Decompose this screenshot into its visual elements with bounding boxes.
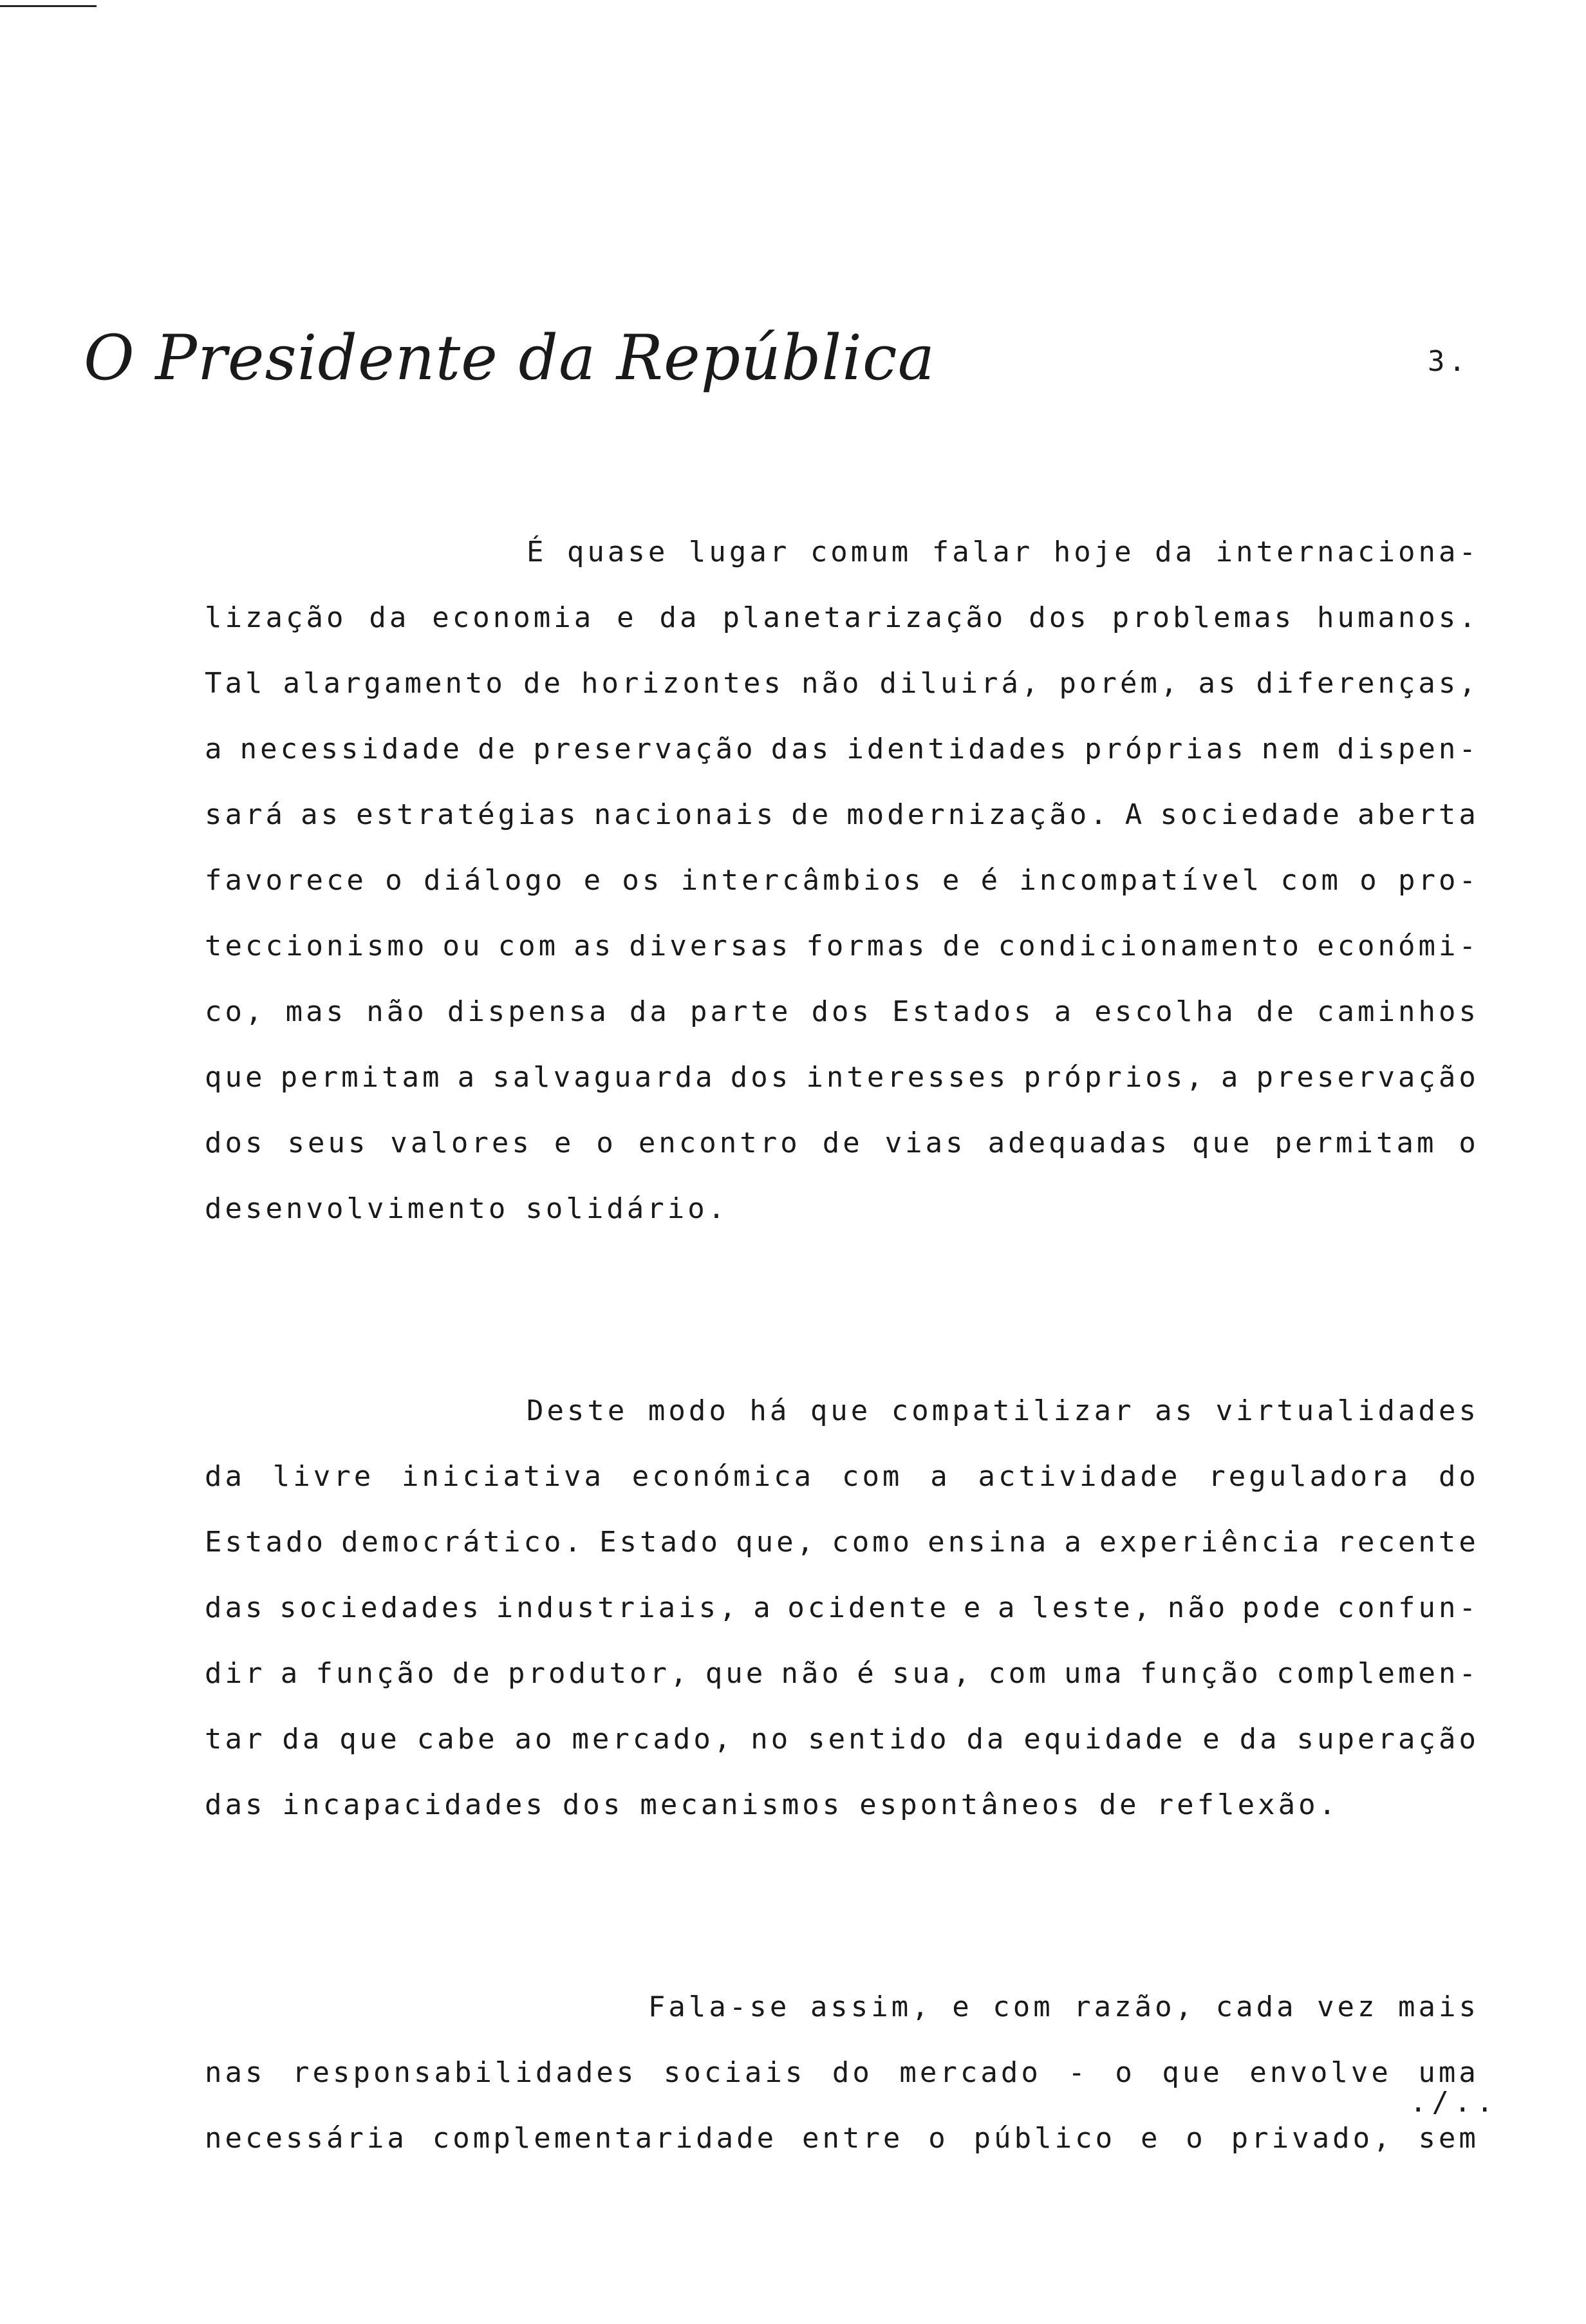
- text-line: sará as estratégias nacionais de modernização. A sociedade aberta: [205, 798, 1479, 831]
- text-line: Tal alargamento de horizontes não diluirá, porém, as diferenças,: [205, 667, 1479, 700]
- text-line: nas responsabilidades sociais do mercado - o que envolve uma: [205, 2056, 1479, 2089]
- continuation-mark: ./..: [1410, 2086, 1498, 2119]
- text-line: das incapacidades dos mecanismos espontâneos de reflexão.: [205, 1788, 1339, 1821]
- text-line: a necessidade de preservação das identidades próprias nem dispen-: [205, 733, 1479, 765]
- page-number: 3.: [1428, 345, 1469, 378]
- text-line: Deste modo há que compatilizar as virtualidades: [526, 1394, 1479, 1427]
- text-line: lização da economia e da planetarização dos problemas humanos.: [205, 601, 1479, 634]
- paragraph-2: [205, 1394, 1479, 1854]
- text-line: teccionismo ou com as diversas formas de condicionamento económi-: [205, 930, 1479, 962]
- paragraph-1: [205, 536, 1479, 1258]
- letterhead-signature: O Presidente da República: [84, 322, 935, 394]
- text-line: que permitam a salvaguarda dos interesses próprios, a preservação: [205, 1061, 1479, 1094]
- text-line: Fala-se assim, e com razão, cada vez mais: [648, 1991, 1479, 2023]
- body-text: [205, 536, 1479, 2324]
- text-line: desenvolvimento solidário.: [205, 1192, 729, 1225]
- text-line: tar da que cabe ao mercado, no sentido da equidade e da superação: [205, 1723, 1479, 1756]
- text-line: dos seus valores e o encontro de vias adequadas que permitam o: [205, 1127, 1479, 1159]
- text-line: da livre iniciativa económica com a actividade reguladora do: [205, 1460, 1479, 1493]
- text-line: favorece o diálogo e os intercâmbios e é incompatível com o pro-: [205, 864, 1479, 897]
- text-line: co, mas não dispensa da parte dos Estados a escolha de caminhos: [205, 995, 1479, 1028]
- text-line: das sociedades industriais, a ocidente e a leste, não pode confun-: [205, 1591, 1479, 1624]
- top-rule: [0, 5, 97, 7]
- paragraph-3: [205, 1991, 1479, 2188]
- text-line: É quase lugar comum falar hoje da internaciona-: [526, 536, 1479, 568]
- text-line: dir a função de produtor, que não é sua, com uma função complemen-: [205, 1657, 1479, 1690]
- text-line: Estado democrático. Estado que, como ensina a experiência recente: [205, 1526, 1479, 1559]
- text-line: necessária complementaridade entre o público e o privado, sem: [205, 2122, 1479, 2155]
